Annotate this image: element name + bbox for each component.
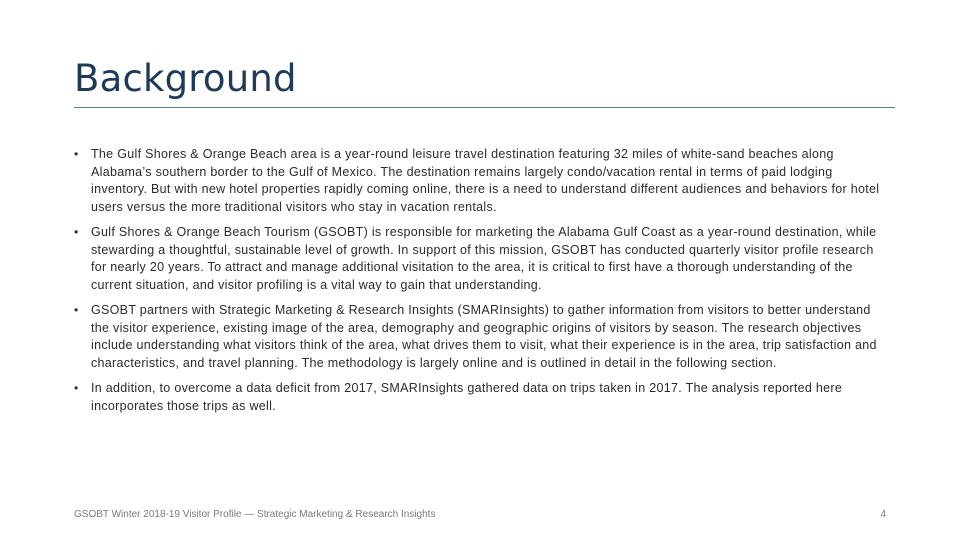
bullet-text: Gulf Shores & Orange Beach Tourism (GSOBT) is responsible for marketing the Alabama Gulf Coast as a year-round destination, while stewarding a thoughtful, sustainable level of growth. In support of this mission, GSOBT has conducted quarterly visitor profile research for nearly 20 years. To attract and manage additional visitation to the area, it is critical to first have a thorough understanding of the current situation, and visitor profiling is a vital way to gain that understanding. xyxy=(91,225,877,292)
bullet-item xyxy=(74,146,890,216)
footer-source: GSOBT Winter 2018-19 Visitor Profile — Strategic Marketing & Research Insights xyxy=(74,509,436,520)
bullet-item xyxy=(74,302,890,372)
bullet-text: In addition, to overcome a data deficit from 2017, SMARInsights gathered data on trips taken in 2017. The analysis reported here incorporates those trips as well. xyxy=(91,381,843,413)
slide-title: Background xyxy=(74,57,297,100)
title-divider xyxy=(74,107,895,108)
bullet-marker: • xyxy=(74,303,79,317)
bullet-marker: • xyxy=(74,147,79,161)
bullet-list xyxy=(74,146,890,423)
bullet-marker: • xyxy=(74,381,79,395)
bullet-text: The Gulf Shores & Orange Beach area is a year-round leisure travel destination featuring 32 miles of white-sand beaches along Alabama’s southern border to the Gulf of Mexico. The destination remains largely condo/vacation rental in terms of paid lodging inventory. But with new hotel properties rapidly coming online, there is a need to understand different audiences and behaviors for hotel users versus the more traditional visitors who stay in vacation rentals. xyxy=(91,147,880,214)
bullet-item xyxy=(74,224,890,294)
bullet-item xyxy=(74,380,890,415)
bullet-text: GSOBT partners with Strategic Marketing & Research Insights (SMARInsights) to gather information from visitors to better understand the visitor experience, existing image of the area, demography and geographic origins of visitors by season. The research objectives include understanding what visitors think of the area, what drives them to visit, what their experience is in the area, trip satisfaction and characteristics, and travel planning. The methodology is largely online and is outlined in detail in the following section. xyxy=(91,303,877,370)
page-number: 4 xyxy=(880,509,886,520)
bullet-marker: • xyxy=(74,225,79,239)
